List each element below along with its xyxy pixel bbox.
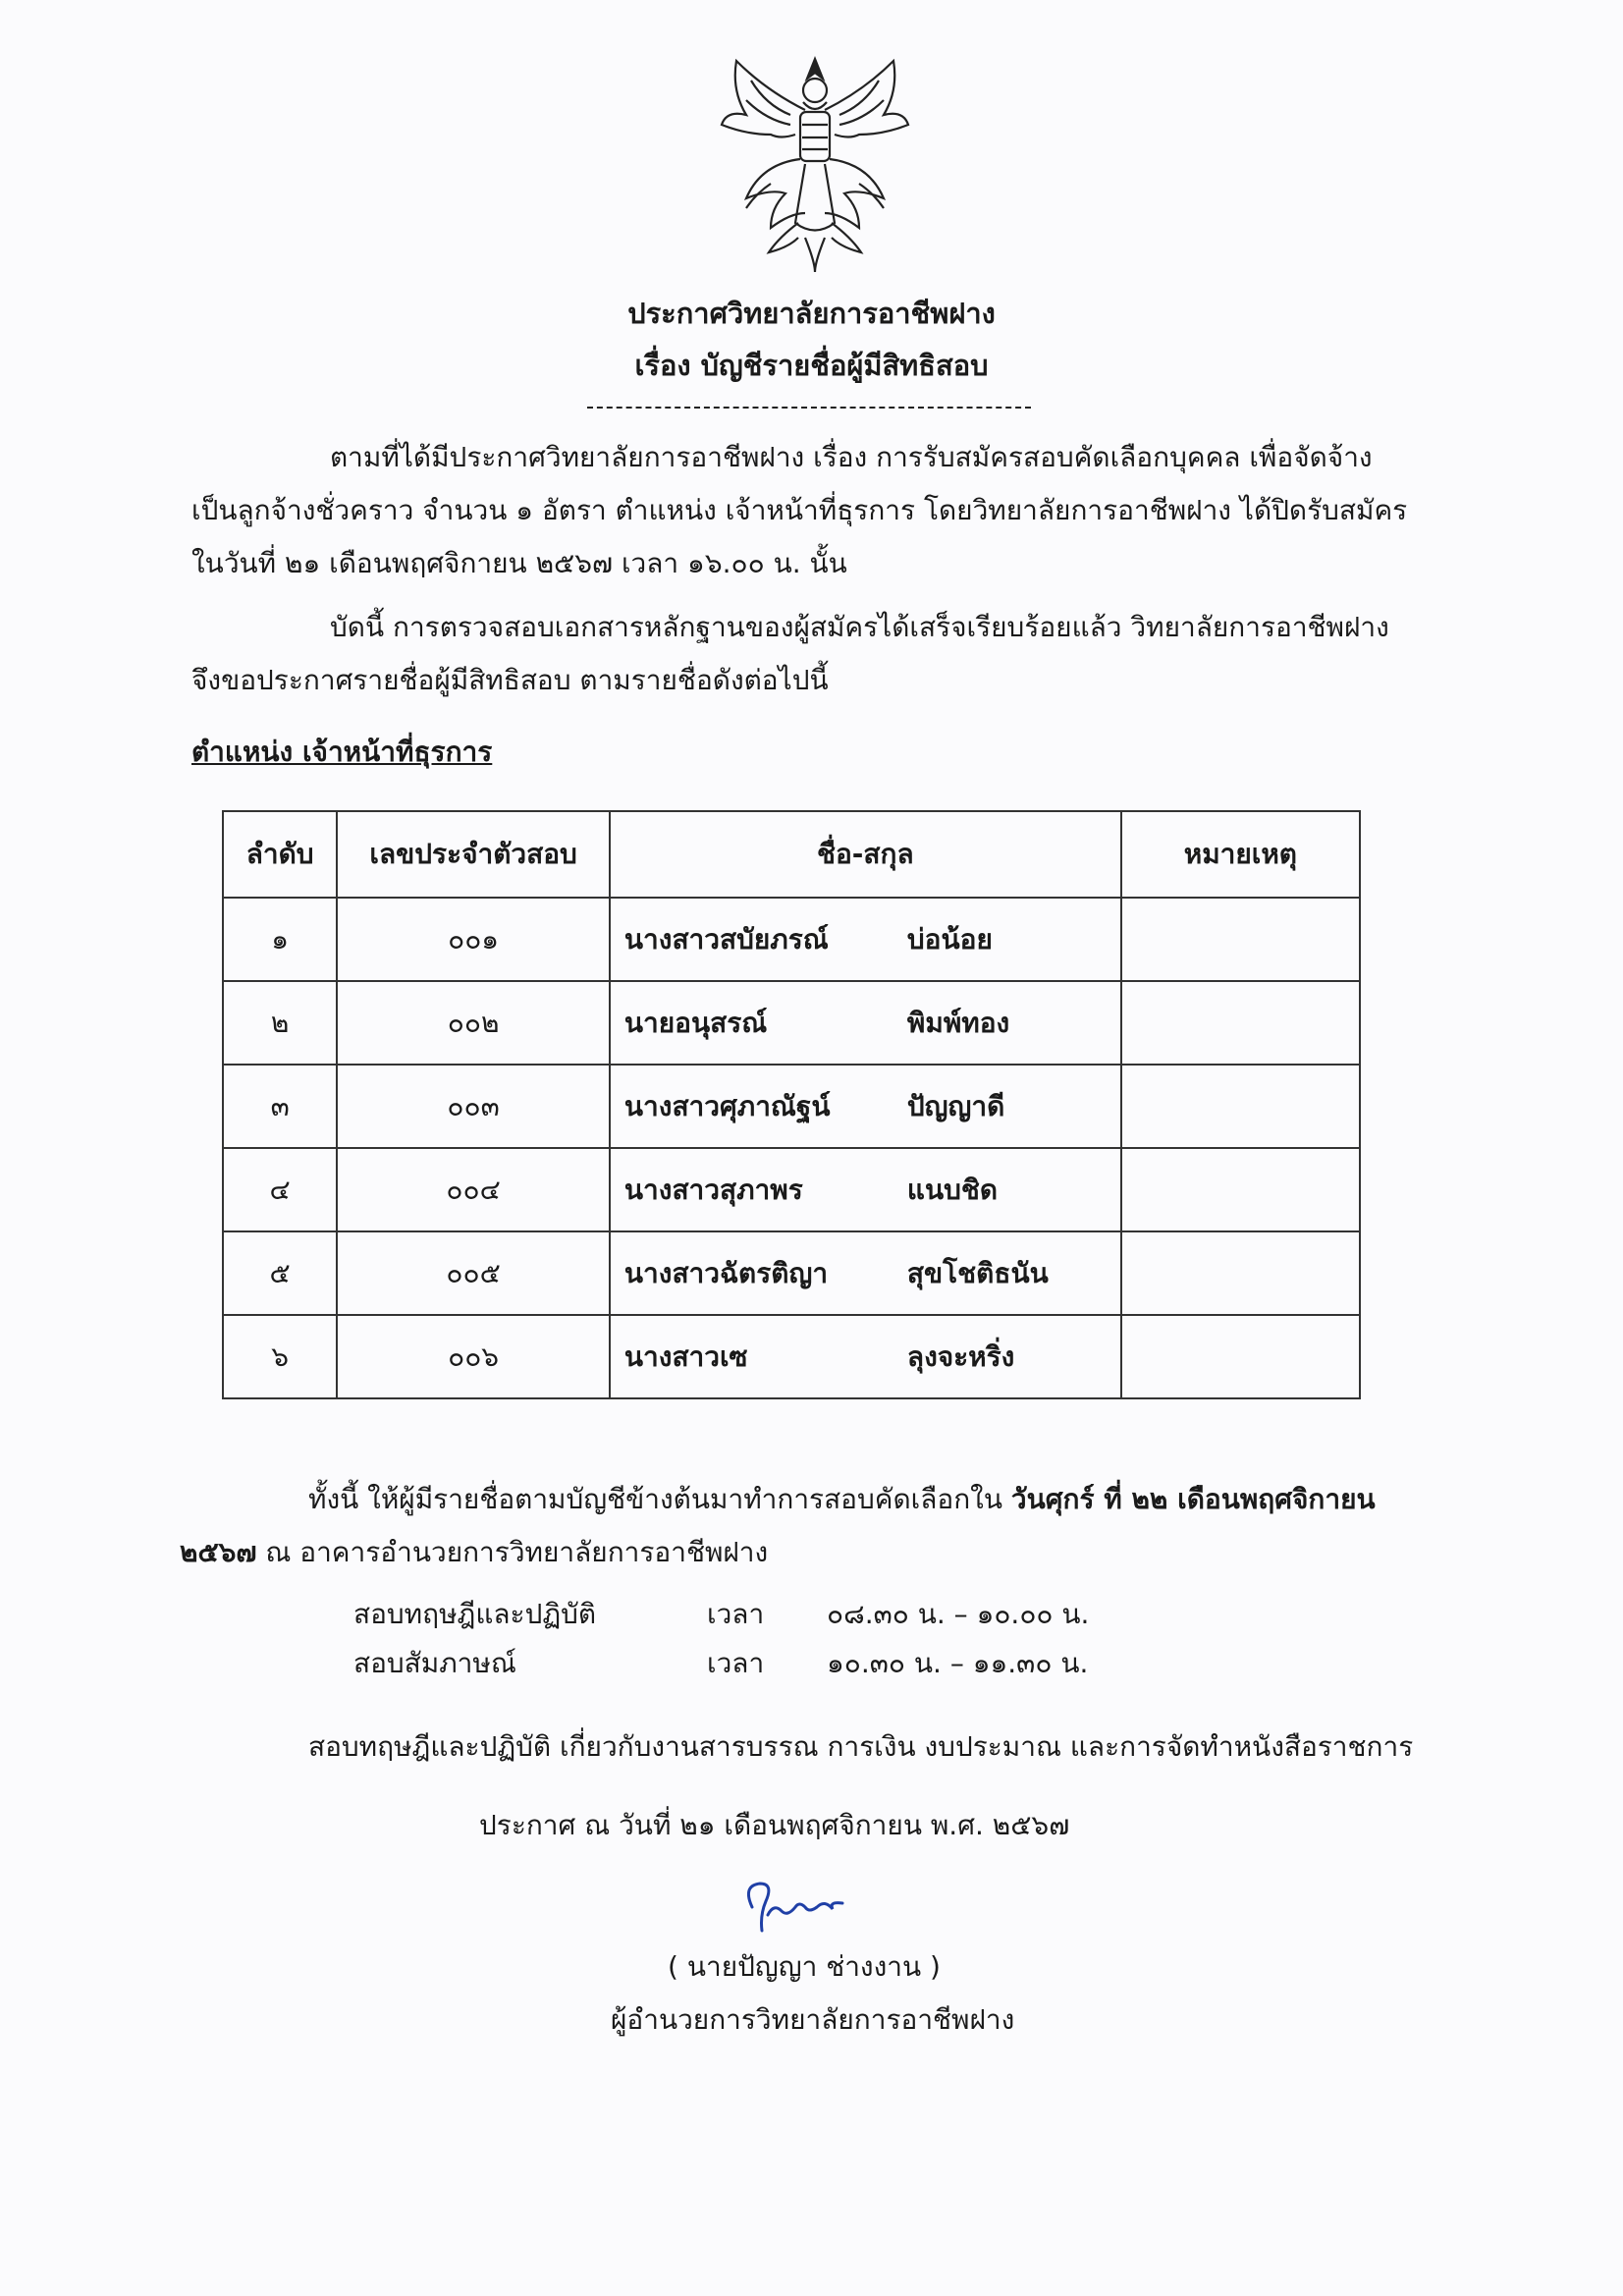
- first-name: นางสาวสุภาพร: [623, 1173, 803, 1206]
- table-row: [223, 898, 1360, 981]
- schedule-theory-time-label: เวลา: [707, 1598, 765, 1630]
- intro-paragraph-1-line-2: เป็นลูกจ้างชั่วคราว จำนวน ๑ อัตรา ตำแหน่ง เจ้าหน้าที่ธุรการ โดยวิทยาลัยการอาชีพฝาง ได้ปิดรับสมัคร: [191, 494, 1408, 526]
- cell-full-name: [610, 981, 1121, 1065]
- first-name: นางสาวสบัยภรณ์: [623, 922, 829, 956]
- title-divider: [587, 407, 1031, 409]
- cell-exam-id: ๐๐๑: [337, 898, 610, 981]
- cell-remark: [1121, 981, 1360, 1065]
- cell-exam-id: ๐๐๓: [337, 1065, 610, 1148]
- exam-scope: สอบทฤษฎีและปฏิบัติ เกี่ยวกับงานสารบรรณ การเงิน งบประมาณ และการจัดทำหนังสือราชการ: [308, 1730, 1414, 1763]
- position-heading: ตำแหน่ง เจ้าหน้าที่ธุรการ: [191, 736, 493, 768]
- header-exam-id: เลขประจำตัวสอบ: [337, 811, 610, 898]
- last-name: สุขโชติธนัน: [906, 1256, 1049, 1289]
- first-name: นายอนุสรณ์: [623, 1006, 768, 1039]
- document-title: ประกาศวิทยาลัยการอาชีพฝาง: [627, 297, 996, 330]
- cell-remark: [1121, 898, 1360, 981]
- table-row: [223, 981, 1360, 1065]
- cell-order: ๒: [223, 981, 337, 1065]
- candidate-table: [222, 810, 1361, 1399]
- garuda-emblem-icon: [712, 41, 918, 277]
- table-row: [223, 1065, 1360, 1148]
- last-name: ปัญญาดี: [906, 1089, 1005, 1122]
- intro-paragraph-2-line-2: จึงขอประกาศรายชื่อผู้มีสิทธิสอบ ตามรายชื่อดังต่อไปนี้: [191, 664, 829, 696]
- last-name: บ่อน้อย: [906, 922, 993, 956]
- cell-full-name: [610, 1315, 1121, 1398]
- first-name: นางสาวฉัตรติญา: [623, 1256, 829, 1289]
- exam-location: ณ อาคารอำนวยการวิทยาลัยการอาชีพฝาง: [256, 1536, 769, 1568]
- header-remark: หมายเหตุ: [1121, 811, 1360, 898]
- table-header-row: [223, 811, 1360, 898]
- exam-date: วันศุกร์ ที่ ๒๒ เดือนพฤศจิกายน: [1010, 1483, 1376, 1515]
- cell-order: ๕: [223, 1231, 337, 1315]
- table-row: [223, 1148, 1360, 1231]
- cell-full-name: [610, 1231, 1121, 1315]
- exam-year: ๒๕๖๗: [180, 1536, 257, 1568]
- signatory-title: ผู้อำนวยการวิทยาลัยการอาชีพฝาง: [611, 2003, 1015, 2036]
- cell-full-name: [610, 1065, 1121, 1148]
- first-name: นางสาวเซ: [623, 1339, 748, 1373]
- cell-full-name: [610, 898, 1121, 981]
- last-name: แนบชิด: [906, 1173, 999, 1206]
- intro-paragraph-1-line-1: ตามที่ได้มีประกาศวิทยาลัยการอาชีพฝาง เรื่อง การรับสมัครสอบคัดเลือกบุคคล เพื่อจัดจ้าง: [330, 441, 1373, 473]
- cell-order: ๑: [223, 898, 337, 981]
- cell-remark: [1121, 1065, 1360, 1148]
- cell-order: ๓: [223, 1065, 337, 1148]
- last-name: ลุงจะหริ่ง: [906, 1339, 1015, 1373]
- schedule-theory-label: สอบทฤษฎีและปฏิบัติ: [353, 1598, 597, 1630]
- cell-full-name: [610, 1148, 1121, 1231]
- table-row: [223, 1315, 1360, 1398]
- signature-mark: [734, 1878, 872, 1937]
- header-full-name: ชื่อ-สกุล: [610, 811, 1121, 898]
- intro-paragraph-1-line-3: ในวันที่ ๒๑ เดือนพฤศจิกายน ๒๕๖๗ เวลา ๑๖.๐๐ น. นั้น: [191, 547, 847, 579]
- schedule-interview-time-label: เวลา: [707, 1647, 765, 1679]
- header-order: ลำดับ: [223, 811, 337, 898]
- cell-exam-id: ๐๐๕: [337, 1231, 610, 1315]
- schedule-interview-label: สอบสัมภาษณ์: [353, 1647, 516, 1679]
- exam-notice-line-1: [308, 1473, 1376, 1526]
- cell-remark: [1121, 1148, 1360, 1231]
- table-row: [223, 1231, 1360, 1315]
- intro-paragraph-2-line-1: บัดนี้ การตรวจสอบเอกสารหลักฐานของผู้สมัครได้เสร็จเรียบร้อยแล้ว วิทยาลัยการอาชีพฝาง: [330, 611, 1389, 643]
- schedule-interview-time: ๑๐.๓๐ น. – ๑๑.๓๐ น.: [827, 1647, 1089, 1679]
- cell-exam-id: ๐๐๖: [337, 1315, 610, 1398]
- exam-notice-prefix: ทั้งนี้ ให้ผู้มีรายชื่อตามบัญชีข้างต้นมาทำการสอบคัดเลือกใน: [308, 1483, 1011, 1515]
- cell-exam-id: ๐๐๒: [337, 981, 610, 1065]
- cell-exam-id: ๐๐๔: [337, 1148, 610, 1231]
- schedule-theory-time: ๐๘.๓๐ น. – ๑๐.๐๐ น.: [827, 1598, 1090, 1630]
- document-subject: เรื่อง บัญชีรายชื่อผู้มีสิทธิสอบ: [634, 349, 989, 382]
- cell-remark: [1121, 1315, 1360, 1398]
- signatory-name: ( นายปัญญา ช่างงาน ): [668, 1950, 941, 1983]
- last-name: พิมพ์ทอง: [906, 1006, 1010, 1039]
- exam-notice-line-2: [180, 1526, 768, 1579]
- first-name: นางสาวศุภาณัฐน์: [623, 1089, 831, 1122]
- cell-remark: [1121, 1231, 1360, 1315]
- announce-date: ประกาศ ณ วันที่ ๒๑ เดือนพฤศจิกายน พ.ศ. ๒๕๖๗: [479, 1809, 1070, 1841]
- cell-order: ๔: [223, 1148, 337, 1231]
- cell-order: ๖: [223, 1315, 337, 1398]
